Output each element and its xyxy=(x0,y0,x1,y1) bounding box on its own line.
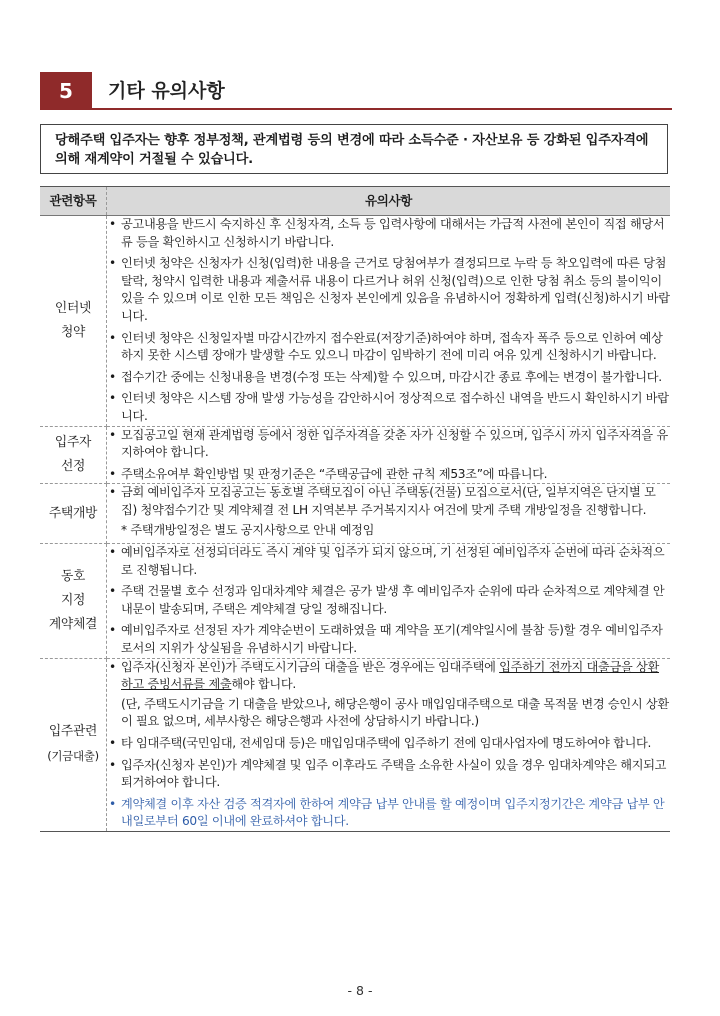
list-item: • 예비입주자로 선정된 자가 계약순번이 도래하였을 때 계약을 포기(계약일시에 불참 등)할 경우 예비입주자로서의 지위가 상실됨을 유념하시기 바랍니다. xyxy=(107,622,670,657)
category-label: 주택개방 xyxy=(48,505,98,521)
category-internet xyxy=(40,216,107,427)
table-row-movein xyxy=(40,658,670,831)
list-item-highlight: • 계약체결 이후 자산 검증 적격자에 한하여 계약금 납부 안내를 할 예정이며 입주지정기간은 계약금 납부 안내일로부터 60일 이내에 완료하셔야 합니다. xyxy=(107,796,670,831)
opening-note: * 주택개방일정은 별도 공지사항으로 안내 예정임 xyxy=(121,522,375,537)
details-internet xyxy=(107,216,671,427)
category-label: 지정 xyxy=(60,592,86,608)
underlined-text: 입주하기 전까지 대출금을 상환하고 증빙서류를 제출 xyxy=(121,659,659,692)
details-contract xyxy=(107,544,671,659)
category-contract xyxy=(40,544,107,659)
category-label: 동호 xyxy=(60,568,86,584)
text-segment: 입주자(신청자 본인)가 주택도시기금의 대출을 받은 경우에는 임대주택에 xyxy=(121,659,500,674)
section-divider xyxy=(92,108,672,110)
category-label: 입주자 xyxy=(54,434,92,450)
list-item: • 인터넷 청약은 시스템 장애 발생 가능성을 감안하시어 정상적으로 접수하신 내역을 반드시 확인하시기 바랍니다. xyxy=(107,390,670,425)
category-label: 인터넷 xyxy=(54,300,92,316)
list-item: • 입주자(신청자 본인)가 계약체결 및 입주 이후라도 주택을 소유한 사실이 있을 경우 임대차계약은 해지되고 퇴거하여야 합니다. xyxy=(107,757,670,792)
list-item: • 접수기간 중에는 신청내용을 변경(수정 또는 삭제)할 수 있으며, 마감시간 종료 후에는 변경이 불가합니다. xyxy=(107,369,670,387)
details-movein xyxy=(107,658,671,831)
notes-table xyxy=(40,186,670,832)
page-number: - 8 - xyxy=(347,983,373,998)
list-item: • 인터넷 청약은 신청일자별 마감시간까지 접수완료(저장기준)하여야 하며, 접속자 폭주 등으로 인하여 예상하지 못한 시스템 장애가 발생할 수도 있으니 마감이 임박하기 전에 미리 여유 있게 신청하시기 바랍니다. xyxy=(107,330,670,365)
category-selection xyxy=(40,426,107,484)
category-label: 입주관련 xyxy=(48,724,98,740)
header-category: 관련항목 xyxy=(40,187,107,216)
category-opening xyxy=(40,484,107,544)
list-item: • 인터넷 청약은 신청자가 신청(입력)한 내용을 근거로 당첨여부가 결정되므로 누락 등 착오입력에 따른 당첨 탈락, 청약시 입력한 내용과 제출서류 내용이 다르거나 허위 신청(입력)으로 인한 당첨 취소 등의 불이익이 있을 수 있으며 이로 인한 모든 책임은 신청자 본인에게 있음을 유념하시어 정확하게 입력(신청)하시기 바랍니다. xyxy=(107,255,670,325)
notice-box: 당해주택 입주자는 향후 정부정책, 관계법령 등의 변경에 따라 소득수준 · 자산보유 등 강화된 입주자격에 의해 재계약이 거절될 수 있습니다. xyxy=(40,124,668,174)
table-row-internet xyxy=(40,216,670,427)
category-label: 계약체결 xyxy=(48,616,98,632)
list-item: • 공고내용을 반드시 숙지하신 후 신청자격, 소득 등 입력사항에 대해서는 가급적 사전에 본인이 직접 해당서류 등을 확인하시고 신청하시기 바랍니다. xyxy=(107,216,670,251)
table-row-opening xyxy=(40,484,670,544)
section-header xyxy=(40,72,672,110)
section-number: 5 xyxy=(40,72,92,110)
header-details: 유의사항 xyxy=(107,187,671,216)
details-opening xyxy=(107,484,671,544)
movein-note: (단, 주택도시기금을 기 대출을 받았으나, 해당은행이 공사 매입임대주택으로 대출 목적물 변경 승인시 상환이 필요 없으며, 세부사항은 해당은행과 사전에 상담하시기 바랍니다.) xyxy=(121,696,669,729)
category-label: 선정 xyxy=(60,458,86,474)
list-item: • 주택소유여부 확인방법 및 판정기준은 “주택공급에 관한 규칙 제53조”에 따릅니다. xyxy=(107,466,670,484)
category-movein xyxy=(40,658,107,831)
list-item: • 주택 건물별 호수 선정과 임대차계약 체결은 공가 발생 후 예비입주자 순위에 따라 순차적으로 계약체결 안내문이 발송되며, 주택은 계약체결 당일 정해집니다. xyxy=(107,583,670,618)
text-segment: 해야 합니다. xyxy=(231,677,296,692)
category-label: 청약 xyxy=(60,324,86,340)
list-item: • 모집공고일 현재 관계법령 등에서 정한 입주자격을 갖춘 자가 신청할 수 있으며, 입주시 까지 입주자격을 유지하여야 합니다. xyxy=(107,427,670,462)
list-item: • 예비입주자로 선정되더라도 즉시 계약 및 입주가 되지 않으며, 기 선정된 예비입주자 순번에 따라 순차적으로 진행됩니다. xyxy=(107,544,670,579)
list-item: • 금회 예비입주자 모집공고는 동호별 주택모집이 아닌 주택동(건물) 모집으로서(단, 일부지역은 단지별 모집) 청약접수기간 및 계약체결 전 LH 지역본부 주거복지지사 여건에 맞게 주택 개방일정을 진행합니다. xyxy=(107,484,670,519)
table-row-contract xyxy=(40,544,670,659)
category-sublabel: (기금대출) xyxy=(47,749,99,764)
list-item: • 타 임대주택(국민임대, 전세임대 등)은 매입임대주택에 입주하기 전에 임대사업자에 명도하여야 합니다. xyxy=(107,735,670,753)
details-selection xyxy=(107,426,671,484)
table-header-row xyxy=(40,187,670,216)
table-row-selection xyxy=(40,426,670,484)
list-item xyxy=(107,659,670,694)
section-title: 기타 유의사항 xyxy=(108,80,225,102)
